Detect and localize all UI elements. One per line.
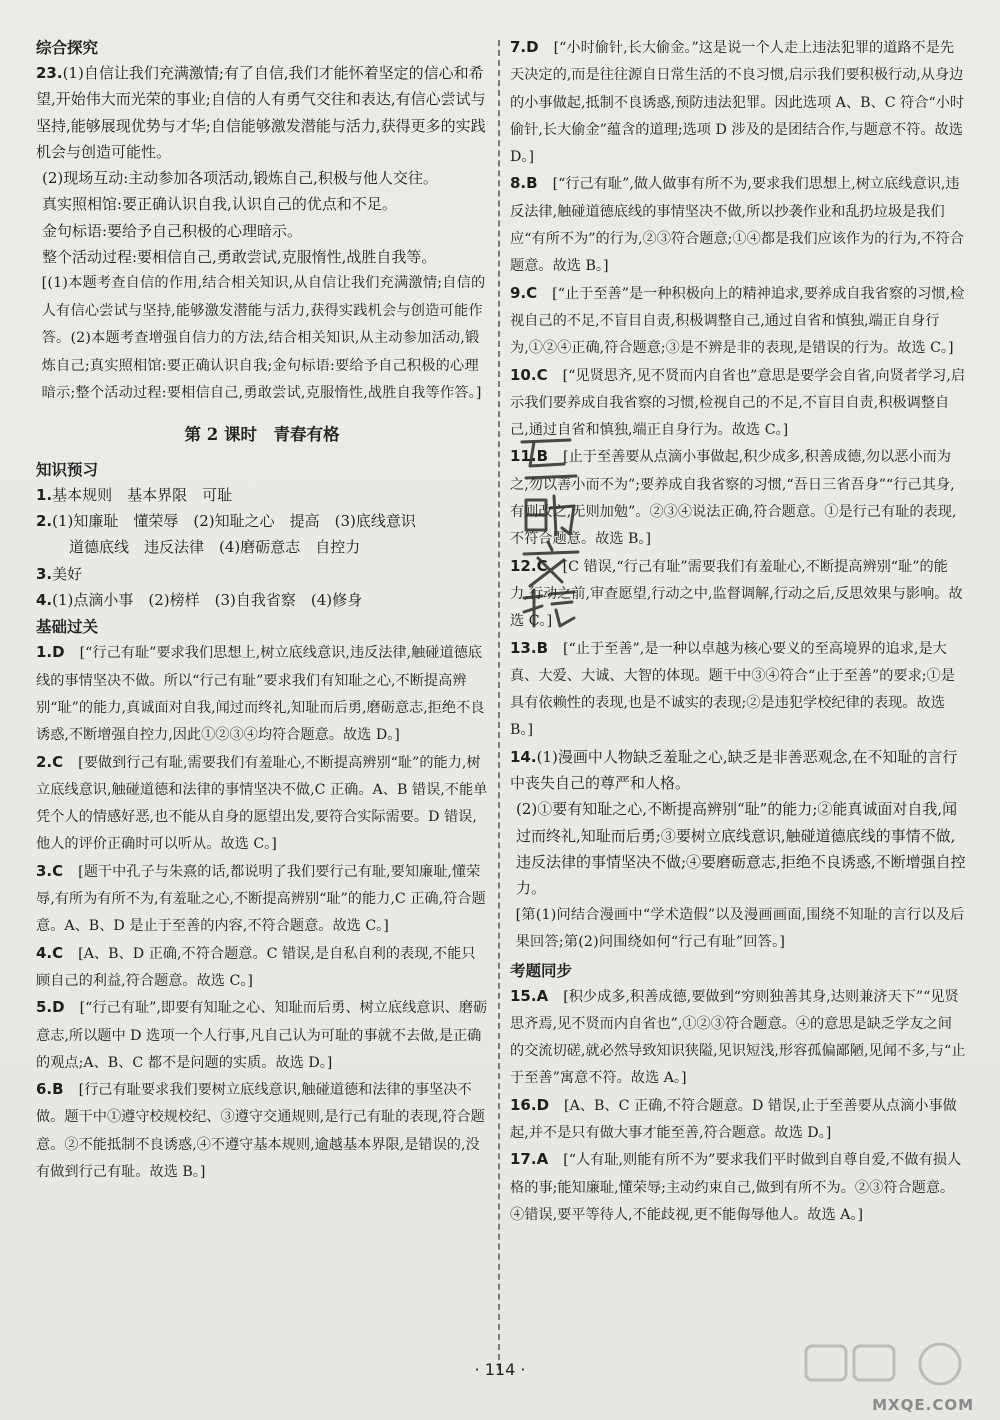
answer-text: [“行己有耻”要求我们思想上,树立底线意识,违反法律,触碰道德底线的事情坚决不做。所以“行己有耻”要求我们有知耻之心,不断提高辨别“耻”的能力,真诚面对自我,闻过而终礼,知耻而后勇,磨砺意志,拒绝不良诱惑,不断增强自控力,因此①②③④均符合题意。故选 D。] (36, 645, 485, 744)
basic-list (36, 639, 488, 1185)
answer-text: (1)点滴小事 (2)榜样 (3)自我省察 (4)修身 (52, 591, 363, 610)
answer-letter: C (52, 752, 79, 771)
right-column (510, 34, 966, 1228)
answer-letter: B (526, 174, 553, 193)
sync-list (510, 983, 966, 1229)
answer-item (36, 534, 488, 560)
answer-text: 道德底线 违反法律 (4)磨砺意志 自控力 (69, 538, 361, 557)
question-14-part2: (2)①要有知耻之心,不断提高辨别“耻”的能力;②能真诚面对自我,闻过而终礼,知耻而后勇;③要树立底线意识,触碰道德底线的事情不做,违反法律的事情坚决不做;④要磨砺意志,拒绝不良诱惑,不断增强自控力。 (516, 800, 966, 898)
answer-text: [要做到行己有耻,需要我们有羞耻心,不断提高辨别“耻”的能力,树立底线意识,触碰道德和法律的事情坚决不做,C 正确。A、B 错误,不能单凭个人的情感好恶,也不能从自身的愿望出发,要符合实际需要。D 错误,他人的评价正确时可以听从。故选 C。] (36, 754, 488, 853)
answer-item (510, 635, 966, 744)
answer-letter: D (526, 38, 554, 56)
answer-text: [“止于至善”是一种积极向上的精神追求,要养成自我省察的习惯,检视自己的不足,不盲目自责,积极调整自己,通过自省和慎独,端正自身行为,①②④正确,符合题意;③是不辨是非的表现,是错误的行为。故选 C。] (510, 285, 965, 357)
question-23-explanation: [(1)本题考查自信的作用,结合相关知识,从自信让我们充满激情;自信的人有信心尝试与坚持,能够激发潜能与活力,获得实践机会与创造可能作答。(2)本题考查增强自信力的方法,结合相关知识,从主动参加活动,锻炼自己;真实照相馆:要正确认识自我;金句标语:要给予自己积极的心理暗示;整个活动过程:要相信自己,勇敢尝试,克服惰性,战胜自我等作答。] (41, 275, 486, 402)
question-number: 4. (36, 943, 53, 962)
section-heading-preview: 知识预习 (36, 460, 99, 479)
question-number: 3. (36, 861, 53, 880)
question-number: 14. (510, 747, 537, 766)
question-number: 4. (36, 591, 53, 610)
watermark-text: MXQE.COM (872, 1396, 974, 1414)
answer-item (510, 1146, 966, 1228)
answer-text: [A、B、C 正确,不符合题意。D 错误,止于至善要从点滴小事做起,并不是只有做大事才能至善,符合题意。故选 D。] (510, 1097, 957, 1141)
question-number: 12. (510, 556, 537, 575)
answer-text: [“止于至善”,是一种以卓越为核心要义的至高境界的追求,是大真、大爱、大诚、大智的体现。题干中③④符合“止于至善”的要求;①是具有依赖性的表现,也是不诚实的表现;②是违犯学校纪律的表现。故选 B。] (510, 640, 955, 739)
answer-item (36, 858, 488, 940)
answer-item (36, 1076, 488, 1185)
page-number: · 114 · (474, 1360, 526, 1379)
answer-item (510, 170, 966, 279)
question-number: 1. (36, 485, 53, 504)
question-number: 2. (36, 512, 53, 531)
preview-list (36, 482, 488, 613)
answer-text: (1)知廉耻 懂荣辱 (2)知耻之心 提高 (3)底线意识 (52, 512, 416, 531)
answer-item (510, 983, 966, 1092)
answer-letter: A (536, 1150, 564, 1169)
answer-text: [“见贤思齐,见不贤而内自省也”意思是要学会自省,向贤者学习,启示我们要养成自我省察的习惯,检视自己的不足,不盲目自责,积极调整自己,通过自省和慎独,端正自身行为。故选 C。] (510, 367, 966, 439)
answer-letter: C (52, 861, 79, 880)
column-divider (498, 40, 500, 1370)
answer-letter: C (536, 556, 563, 575)
answer-text: [积少成多,积善成德,要做到“穷则独善其身,达则兼济天下”“见贤思齐焉,见不贤而内自省也”,①②③符合题意。④的意思是缺乏学友之间的交流切磋,就必然导致知识狭隘,见识短浅,形容孤偏鄙陋,见闻不多,与“止于至善”寓意不符。故选 A。] (510, 988, 966, 1087)
answer-letter: D (52, 998, 80, 1017)
answer-letter: D (52, 643, 80, 662)
answer-text: [“人有耻,则能有所不为”要求我们平时做到自尊自爱,不做有损人格的事;能知廉耻,懂荣辱;主动约束自己,做到有所不为。②③符合题意。④错误,要平等待人,不能歧视,更不能侮辱他人。故选 A。] (510, 1152, 962, 1223)
question-number: 17. (510, 1150, 537, 1169)
question-number: 6. (36, 1080, 53, 1099)
question-23 (36, 60, 488, 165)
question-number: 10. (510, 365, 537, 384)
answer-text: [“行己有耻”,做人做事有所不为,要求我们思想上,树立底线意识,违反法律,触碰道德底线的事情坚决不做,所以抄袭作业和乱扔垃圾是我们应“有所不为”的行为,②③符合题意;①④都是我们应该作为的行为,不符合题意。故选 B。] (510, 176, 964, 275)
question-14 (510, 744, 966, 797)
answer-item (510, 280, 966, 362)
question-number: 8. (510, 174, 527, 193)
question-number: 5. (36, 998, 53, 1017)
question-14-explanation: [第(1)问结合漫画中“学术造假”以及漫画画面,围绕不知耻的言行以及后果回答;第(2)问围绕如何“行己有耻”回答。] (515, 906, 965, 950)
answer-letter: C (52, 943, 79, 962)
answer-text: [“行己有耻”,即要有知耻之心、知耻而后勇、树立底线意识、磨砺意志,所以题中 D 选项一个人行事,凡自己认为可耻的事就不去做,是正确的观点;A、B、C 都不是问题的实质。故选 D。] (36, 1000, 488, 1071)
answer-item (36, 639, 488, 748)
answer-item (36, 749, 488, 858)
answer-item (36, 587, 488, 613)
answer-text: [“小时偷针,长大偷金。”这是说一个人走上违法犯罪的道路不是先天决定的,而是往往源自日常生活的不良习惯,启示我们要积极行动,从身边的小事做起,抵制不良诱惑,预防违法犯罪。因此选项 A、B、C 符合“小时偷针,长大偷金”蕴含的道理;选项 D 涉及的是团结合作,与题意不符。故选 D。] (510, 40, 965, 166)
question-number: 15. (510, 986, 537, 1005)
answer-text: [题干中孔子与朱熹的话,都说明了我们要行己有耻,要知廉耻,懂荣辱,有所为有所不为,有羞耻之心,不断提高辨别“耻”的能力,C 正确,符合题意。A、B、D 是止于至善的内容,不符合题意。故选 C。] (36, 863, 486, 935)
question-number: 23. (36, 64, 63, 82)
answer-letter: B (52, 1080, 79, 1099)
answer-letter: D (536, 1095, 565, 1114)
answer-item (36, 561, 488, 587)
answer-text: [行己有耻要求我们要树立底线意识,触碰道德和法律的事坚决不做。题干中①遵守校规校纪、③遵守交通规则,是行己有耻的表现,符合题意。②不能抵制不良诱惑,④不遵守基本规则,逾越基本界限,是错误的,没有做到行己有耻。故选 B。] (36, 1082, 485, 1180)
question-23-part5: 整个活动过程:要相信自己,勇敢尝试,克服惰性,战胜自我等。 (42, 248, 437, 267)
question-number: 11. (510, 447, 537, 466)
answer-letter: A (536, 986, 564, 1005)
answer-item (510, 1092, 966, 1147)
question-number: 9. (510, 283, 527, 302)
section-heading-sync: 考题同步 (510, 961, 573, 980)
answer-item (36, 508, 488, 534)
question-number: 7. (510, 38, 527, 56)
answer-text: [C 错误,“行己有耻”需要我们有羞耻心,不断提高辨别“耻”的能力,行动之前,审查愿望,行动之中,监督调解,行动之后,反思效果与影响。故选 C。] (510, 558, 963, 630)
question-number: 1. (36, 643, 53, 662)
question-23-part2: (2)现场互动:主动参加各项活动,锻炼自己,积极与他人交往。 (42, 169, 438, 188)
answer-letter: C (526, 283, 553, 302)
question-number: 13. (510, 638, 537, 657)
answer-text: [A、B、D 正确,不符合题意。C 错误,是自私自利的表现,不能只顾自己的利益,符合题意。故选 C。] (36, 945, 476, 989)
right-question-list (510, 34, 966, 744)
answer-item (36, 994, 488, 1076)
handwriting-annotation (512, 430, 592, 630)
question-number: 16. (510, 1095, 537, 1114)
answer-letter: B (536, 447, 564, 466)
question-23-part3: 真实照相馆:要正确认识自我,认识自己的优点和不足。 (42, 195, 397, 214)
section-heading-comprehensive: 综合探究 (36, 39, 99, 57)
question-14-part1: (1)漫画中人物缺乏羞耻之心,缺乏是非善恶观念,在不知耻的言行中丧失自己的尊严和人格。 (510, 747, 958, 793)
answer-letter: C (536, 365, 563, 384)
answer-text: [止于至善要从点滴小事做起,积少成多,积善成德,勿以恶小而为之,勿以善小而不为”;要养成自我省察的习惯,“吾日三省吾身”“行己其身,有则改之,无则加勉”。②③④说法正确,符合题意。①是行己有耻的表现,不符合题意。故选 B。] (510, 449, 957, 548)
left-column (36, 34, 488, 1185)
question-number: 2. (36, 752, 53, 771)
answer-text: 基本规则 基本界限 可耻 (52, 485, 233, 504)
answer-item (36, 482, 488, 508)
question-number: 3. (36, 564, 53, 583)
question-23-part4: 金句标语:要给予自己积极的心理暗示。 (42, 221, 303, 240)
answer-item (510, 34, 966, 170)
section-heading-basic: 基础过关 (36, 618, 99, 637)
question-23-part1: (1)自信让我们充满激情;有了自信,我们才能怀着坚定的信心和希望,开始伟大而光荣的事业;自信的人有勇气交往和表达,有信心尝试与坚持,能够展现优势与才华;自信能够激发潜能与活力,获得更多的实践机会与创造可能性。 (36, 64, 486, 161)
lesson-title: 第 2 课时 青春有格 (184, 424, 340, 444)
answer-text: 美好 (52, 564, 83, 583)
answer-item (36, 940, 488, 995)
answer-letter: B (536, 638, 564, 657)
